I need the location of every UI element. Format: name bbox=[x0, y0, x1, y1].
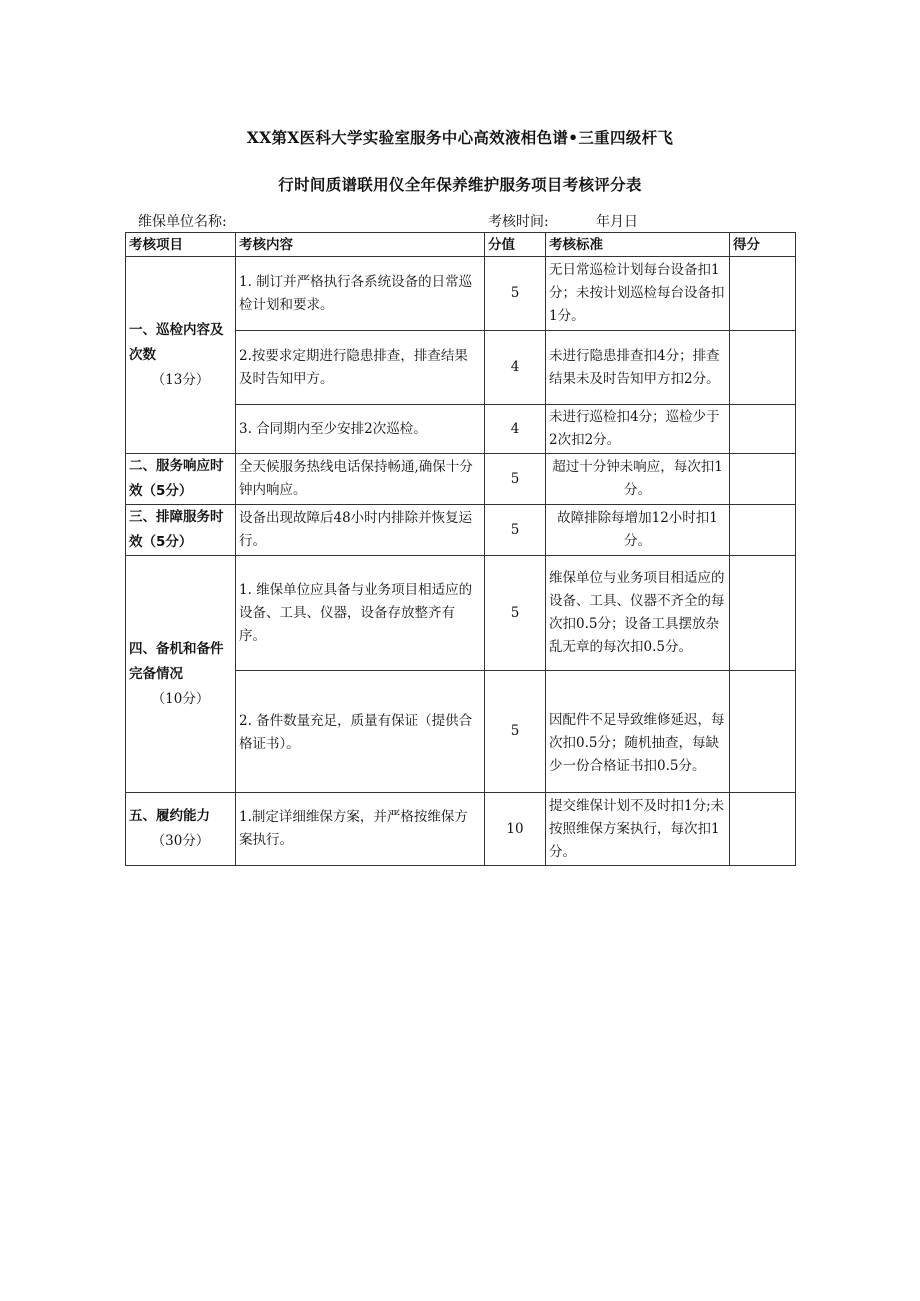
section-subtotal: （30分） bbox=[151, 833, 210, 849]
section-name: 四、备机和备件完备情况 bbox=[129, 640, 224, 682]
content-cell: 1. 维保单位应具备与业务项目相适应的设备、工具、仪器，设备存放整齐有序。 bbox=[236, 556, 485, 671]
document-title-line-2: 行时间质谱联用仪全年保养维护服务项目考核评分表 bbox=[278, 175, 642, 194]
standard-cell: 未进行巡检扣4分；巡检少于2次扣2分。 bbox=[546, 405, 730, 454]
score-input-cell[interactable] bbox=[730, 331, 796, 405]
section-item-1 bbox=[126, 257, 236, 454]
section-name: 五、履约能力 bbox=[129, 808, 210, 824]
header-score: 得分 bbox=[730, 233, 796, 257]
points-cell: 5 bbox=[485, 454, 546, 505]
points-cell: 5 bbox=[485, 556, 546, 671]
maintenance-unit-label: 维保单位名称: bbox=[138, 214, 227, 230]
points-cell: 4 bbox=[485, 331, 546, 405]
section-item-2: 二、服务响应时效（5分） bbox=[126, 454, 236, 505]
document-title-line-1: XX第X医科大学实验室服务中心高效液相色谱•三重四级杆飞 bbox=[246, 128, 674, 147]
score-input-cell[interactable] bbox=[730, 405, 796, 454]
standard-cell: 未进行隐患排查扣4分；排查结果未及时告知甲方扣2分。 bbox=[546, 331, 730, 405]
score-input-cell[interactable] bbox=[730, 454, 796, 505]
score-input-cell[interactable] bbox=[730, 556, 796, 671]
points-cell: 4 bbox=[485, 405, 546, 454]
content-cell: 3. 合同期内至少安排2次巡检。 bbox=[236, 405, 485, 454]
score-input-cell[interactable] bbox=[730, 505, 796, 556]
section-item-3: 三、排障服务时效（5分） bbox=[126, 505, 236, 556]
content-cell: 2. 备件数量充足，质量有保证（提供合格证书）。 bbox=[236, 671, 485, 793]
assessment-date-placeholder: 年月日 bbox=[596, 214, 638, 230]
content-cell: 1. 制订并严格执行各系统设备的日常巡检计划和要求。 bbox=[236, 257, 485, 331]
content-cell: 2.按要求定期进行隐患排查，排查结果及时告知甲方。 bbox=[236, 331, 485, 405]
points-cell: 5 bbox=[485, 671, 546, 793]
section-subtotal: （13分） bbox=[151, 371, 210, 388]
content-cell: 1.制定详细维保方案，并严格按维保方案执行。 bbox=[236, 793, 485, 866]
header-item: 考核项目 bbox=[126, 233, 236, 257]
content-cell: 全天候服务热线电话保持畅通,确保十分钟内响应。 bbox=[236, 454, 485, 505]
table-row bbox=[126, 257, 796, 331]
standard-cell: 故障排除每增加12小时扣1分。 bbox=[546, 505, 730, 556]
standard-cell: 提交维保计划不及时扣1分;未按照维保方案执行，每次扣1分。 bbox=[546, 793, 730, 866]
table-header-row bbox=[126, 233, 796, 257]
section-item-4 bbox=[126, 556, 236, 793]
header-standard: 考核标准 bbox=[546, 233, 730, 257]
points-cell: 10 bbox=[485, 793, 546, 866]
section-subtotal: （10分） bbox=[151, 690, 210, 707]
points-cell: 5 bbox=[485, 257, 546, 331]
score-input-cell[interactable] bbox=[730, 793, 796, 866]
table-row bbox=[126, 505, 796, 556]
assessment-score-table bbox=[125, 232, 796, 866]
header-points: 分值 bbox=[485, 233, 546, 257]
table-row bbox=[126, 556, 796, 671]
score-input-cell[interactable] bbox=[730, 671, 796, 793]
standard-cell: 因配件不足导致维修延迟，每次扣0.5分；随机抽查，每缺少一份合格证书扣0.5分。 bbox=[546, 671, 730, 793]
section-name: 一、巡检内容及次数 bbox=[129, 321, 224, 363]
table-row bbox=[126, 454, 796, 505]
points-cell: 5 bbox=[485, 505, 546, 556]
table-row bbox=[126, 793, 796, 866]
standard-cell: 超过十分钟未响应，每次扣1分。 bbox=[546, 454, 730, 505]
score-input-cell[interactable] bbox=[730, 257, 796, 331]
standard-cell: 无日常巡检计划每台设备扣1分；未按计划巡检每台设备扣1分。 bbox=[546, 257, 730, 331]
content-cell: 设备出现故障后48小时内排除并恢复运行。 bbox=[236, 505, 485, 556]
section-item-5 bbox=[126, 793, 236, 866]
header-content: 考核内容 bbox=[236, 233, 485, 257]
standard-cell: 维保单位与业务项目相适应的设备、工具、仪器不齐全的每次扣0.5分；设备工具摆放杂乱无章的每次扣0.5分。 bbox=[546, 556, 730, 671]
assessment-time-label: 考核时间: bbox=[488, 214, 549, 230]
